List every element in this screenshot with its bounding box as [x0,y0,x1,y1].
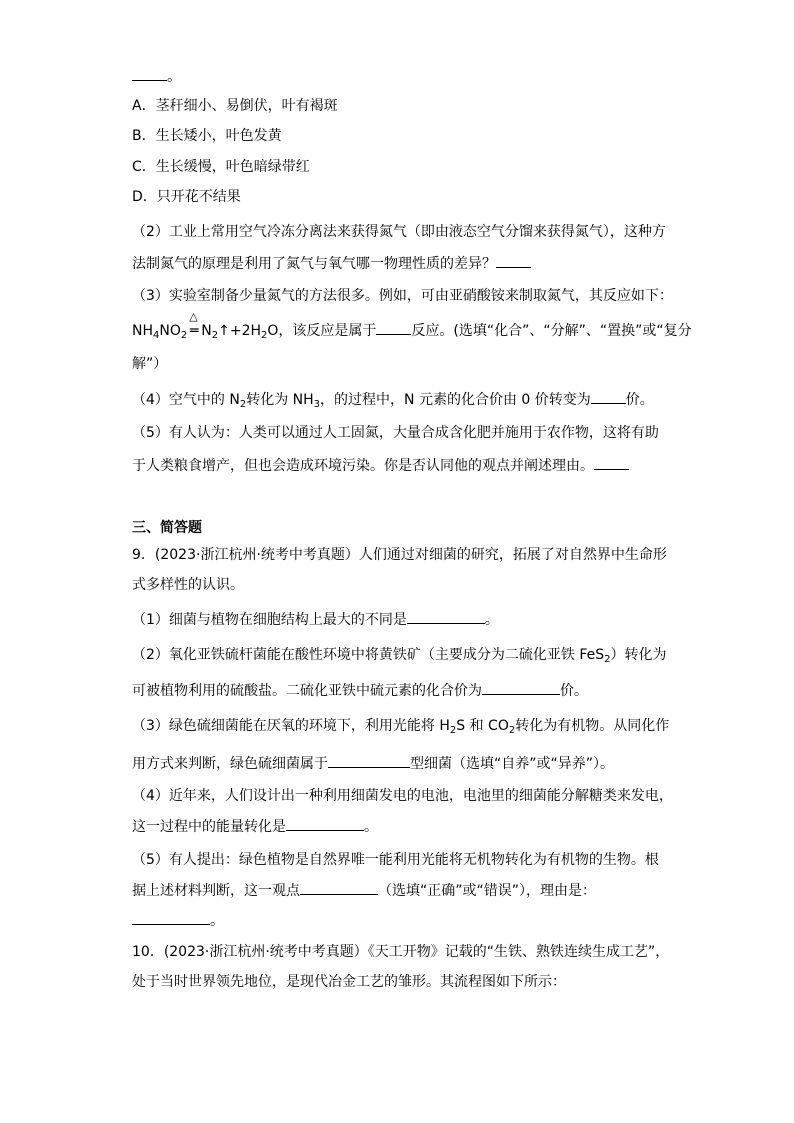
answer-blank[interactable] [482,680,560,695]
q8-option-b: B．生长矮小，叶色发黄 [132,128,282,144]
q9-part3-line1: （3）绿色硫细菌能在厌氧的环境下，利用光能将 $H_2S$ 和 $CO_2$转化为有机物。从同化作 [132,718,670,736]
q8-part4-line: （4）空气中的 $N_2$转化为 $NH_3$，的过程中，N 元素的化合价由 0 价转变为 价。 [132,389,654,410]
q9-part2-line2: 可被植物利用的硫酸盐。二硫化亚铁中硫元素的化合价为 价。 [132,680,588,701]
q9-part1-line: （1）细菌与植物在细胞结构上最大的不同是 。 [132,609,499,630]
q9-part3-line2: 用方式来判断，绿色硫细菌属于 型细菌（选填“自养”或“异养”）。 [132,753,614,774]
q8-part5-line1: （5）有人认为：人类可以通过人工固氮，大量合成含化肥并施用于农作物，这将有助 [132,425,659,441]
q8-part2-line1: （2）工业上常用空气冷冻分离法来获得氮气（即由液态空气分馏来获得氮气），这种方 [132,224,666,240]
q8-option-c: C．生长缓慢，叶色暗绿带红 [132,159,310,175]
q10-line1: 10．(2023·浙江杭州·统考中考真题）《天工开物》记载的“生铁、熟铁连续生成工艺”， [132,944,670,960]
q9-part2-line1: （2）氧化亚铁硫杆菌能在酸性环境中将黄铁矿（主要成分为二硫化亚铁 FeS$_2$）转化为 [132,647,667,665]
q10-line2: 处于当时世界领先地位，是现代冶金工艺的雏形。其流程图如下所示： [132,974,566,990]
answer-blank[interactable] [132,66,167,81]
q9-part5-line1: （5）有人提出：绿色植物是自然界唯一能利用光能将无机物转化为有机物的生物。根 [132,852,659,868]
answer-blank[interactable] [496,253,531,268]
q9-intro-line2: 式多样性的认识。 [132,577,244,593]
heating-condition: △ ═ [187,321,201,341]
answer-blank[interactable] [328,753,410,768]
answer-blank[interactable] [407,609,485,624]
answer-blank[interactable] [591,389,626,404]
q8-part3-line3: 解”） [132,356,168,372]
q8-part2-line2: 法制氮气的原理是利用了氮气与氧气哪一物理性质的差异？ [132,253,531,274]
answer-blank[interactable] [376,320,411,335]
q9-part4-line1: （4）近年来，人们设计出一种利用细菌发电的电池，电池里的细菌能分解糖类来发电， [132,788,673,804]
answer-blank[interactable] [286,816,364,831]
section-title: 三、简答题 [132,520,202,536]
q8-part3-line1: （3）实验室制备少量氮气的方法很多。例如，可由亚硝酸铵来制取氮气，其反应如下： [132,288,673,304]
q9-part5-line2: 据上述材料判断，这一观点 （选填“正确”或“错误”），理由是： [132,880,596,901]
q8-option-a: A．茎秆细小、易倒伏，叶有褐斑 [132,98,338,114]
q8-option-d: D．只开花不结果 [132,189,241,205]
answer-blank[interactable] [594,455,629,470]
heat-symbol: △ [189,310,198,323]
q9-part4-line2: 这一过程中的能量转化是 。 [132,816,378,837]
q8-lead-line: 。 [132,66,181,87]
q8-part3-equation-line: $NH_4NO_2$ △ ═ $N_2↑+2H_2O$，该反应是属于 反应。(选填“化合”、“分解”、“置换”或“复分 [132,320,692,341]
q9-part5-line3: 。 [132,910,224,931]
q9-intro-line1: 9．(2023·浙江杭州·统考中考真题）人们通过对细菌的研究，拓展了对自然界中生命形 [132,547,667,563]
q8-part5-line2: 于人类粮食增产，但也会造成环境污染。你是否认同他的观点并阐述理由。 [132,455,629,476]
answer-blank[interactable] [300,880,378,895]
answer-blank[interactable] [132,910,210,925]
